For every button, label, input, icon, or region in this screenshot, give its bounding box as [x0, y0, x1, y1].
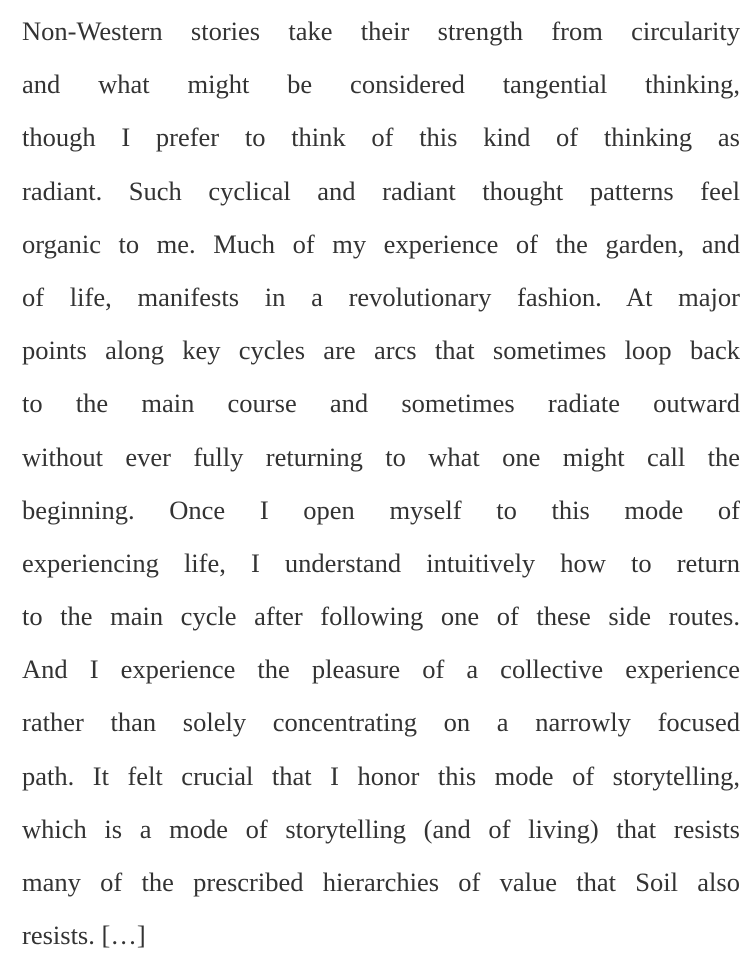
paragraph-line-4: radiant. Such cyclical and radiant thought patterns feel [22, 175, 740, 206]
paragraph-line-15: path. It felt crucial that I honor this mode of storytelling, [22, 760, 740, 791]
paragraph-line-10: beginning. Once I open myself to this mode of [22, 494, 740, 525]
paragraph-line-3: though I prefer to think of this kind of thinking as [22, 122, 740, 153]
paragraph-line-13: And I experience the pleasure of a collective experience [22, 654, 740, 685]
paragraph-line-11: experiencing life, I understand intuitively how to return [22, 547, 740, 578]
paragraph-line-2: and what might be considered tangential thinking, [22, 69, 740, 100]
paragraph-line-7: points along key cycles are arcs that sometimes loop back [22, 335, 740, 366]
paragraph-line-18: resists. […] [22, 920, 146, 951]
page [22, 5, 740, 962]
paragraph-line-6: of life, manifests in a revolutionary fashion. At major [22, 281, 740, 312]
paragraph-line-17: many of the prescribed hierarchies of value that Soil also [22, 867, 740, 897]
paragraph-line-9: without ever fully returning to what one might call the [22, 441, 740, 472]
paragraph-line-5: organic to me. Much of my experience of the garden, and [22, 228, 740, 259]
excerpt-paragraph [22, 5, 740, 962]
paragraph-line-12: to the main cycle after following one of these side routes. [22, 601, 740, 632]
paragraph-line-8: to the main course and sometimes radiate outward [22, 388, 740, 419]
paragraph-line-16: which is a mode of storytelling (and of living) that resists [22, 813, 740, 844]
paragraph-line-1: Non-Western stories take their strength from circularity [22, 16, 740, 46]
paragraph-line-14: rather than solely concentrating on a narrowly focused [22, 707, 740, 738]
